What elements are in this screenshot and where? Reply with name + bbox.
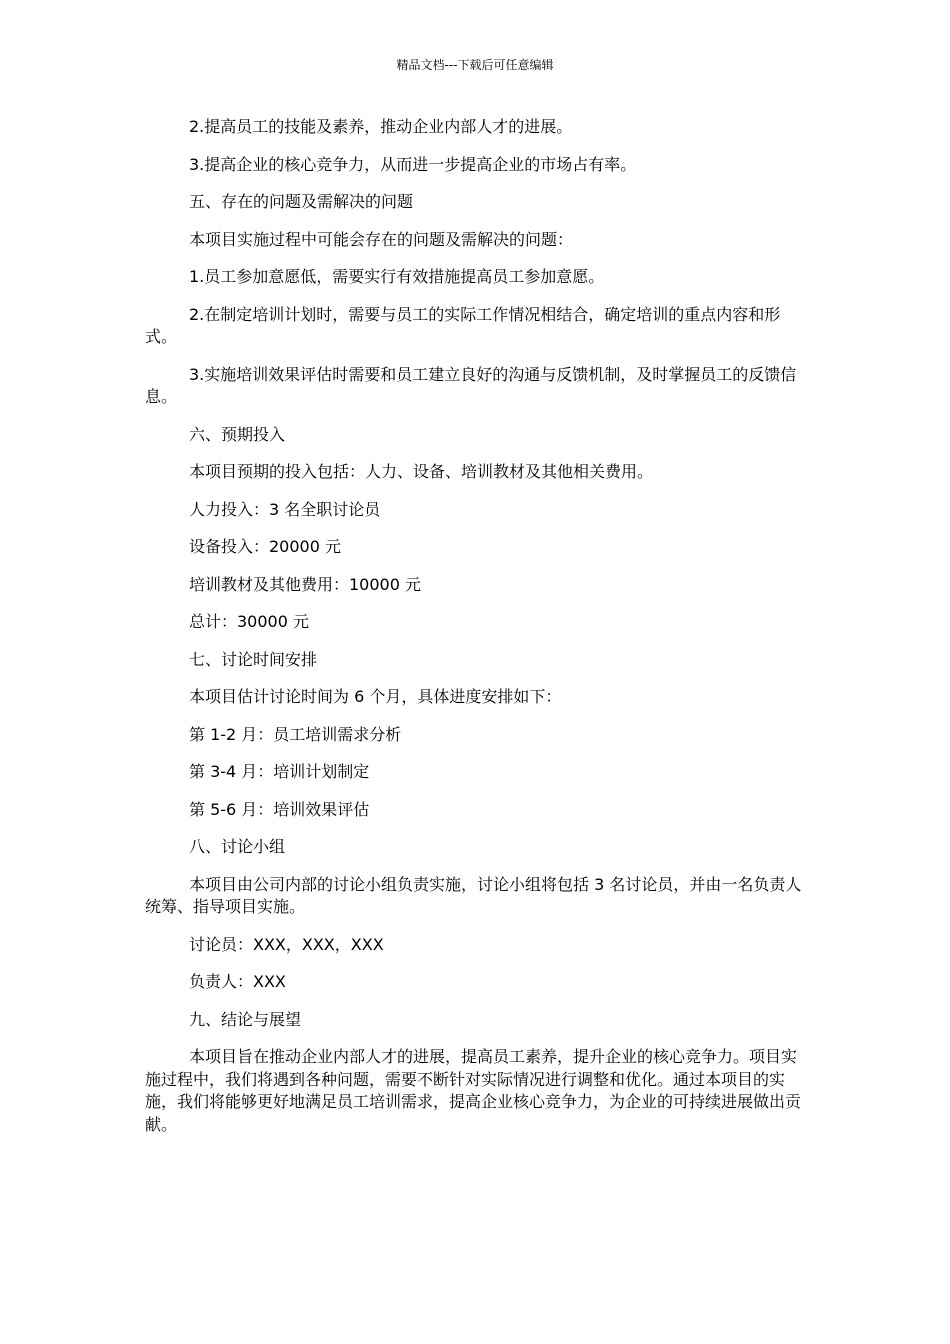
paragraph-goal-2: 2.提高员工的技能及素养，推动企业内部人才的进展。 <box>189 117 573 136</box>
paragraph-investment-equipment: 设备投入：20000 元 <box>189 537 341 556</box>
section-heading-6: 六、预期投入 <box>189 424 286 444</box>
paragraph-issue-1: 1.员工参加意愿低，需要实行有效措施提高员工参加意愿。 <box>189 267 605 286</box>
paragraph-goal-3: 3.提高企业的核心竞争力，从而进一步提高企业的市场占有率。 <box>189 154 637 174</box>
paragraph-schedule-2: 第 3-4 月：培训计划制定 <box>189 762 370 781</box>
paragraph-issue-3: 3.实施培训效果评估时需要和员工建立良好的沟通与反馈机制，及时掌握员工的反馈信息。 <box>145 364 797 406</box>
paragraph-team-lead: 负责人：XXX <box>189 972 286 991</box>
paragraph-conclusion: 本项目旨在推动企业内部人才的进展，提高员工素养，提升企业的核心竞争力。项目实施过程中，我们将遇到各种问题，需要不断针对实际情况进行调整和优化。通过本项目的实施，我们将能够更好地满足员工培训需求，提高企业核心竞争力，为企业的可持续进展做出贡献。 <box>145 1047 802 1134</box>
paragraph-schedule-3: 第 5-6 月：培训效果评估 <box>189 799 370 819</box>
section-heading-9: 九、结论与展望 <box>189 1009 302 1029</box>
document-body <box>145 116 807 1151</box>
section-heading-5: 五、存在的问题及需解决的问题 <box>189 192 414 211</box>
section-heading-7: 七、讨论时间安排 <box>189 649 318 669</box>
paragraph-team-intro: 本项目由公司内部的讨论小组负责实施，讨论小组将包括 3 名讨论员，并由一名负责人统筹、指导项目实施。 <box>145 874 802 916</box>
paragraph-investment-intro: 本项目预期的投入包括：人力、设备、培训教材及其他相关费用。 <box>189 462 654 481</box>
paragraph-team-members: 讨论员：XXX，XXX，XXX <box>189 934 384 954</box>
paragraph-investment-materials: 培训教材及其他费用：10000 元 <box>189 574 421 594</box>
page-header: 精品文档---下载后可任意编辑 <box>396 58 554 72</box>
paragraph-issues-intro: 本项目实施过程中可能会存在的问题及需解决的问题： <box>189 229 574 249</box>
section-heading-8: 八、讨论小组 <box>189 837 286 856</box>
paragraph-issue-2: 2.在制定培训计划时，需要与员工的实际工作情况相结合，确定培训的重点内容和形式。 <box>145 304 781 346</box>
paragraph-investment-total: 总计：30000 元 <box>189 612 309 631</box>
paragraph-investment-staff: 人力投入：3 名全职讨论员 <box>189 499 381 519</box>
paragraph-schedule-intro: 本项目估计讨论时间为 6 个月，具体进度安排如下： <box>189 687 562 706</box>
paragraph-schedule-1: 第 1-2 月：员工培训需求分析 <box>189 724 402 744</box>
